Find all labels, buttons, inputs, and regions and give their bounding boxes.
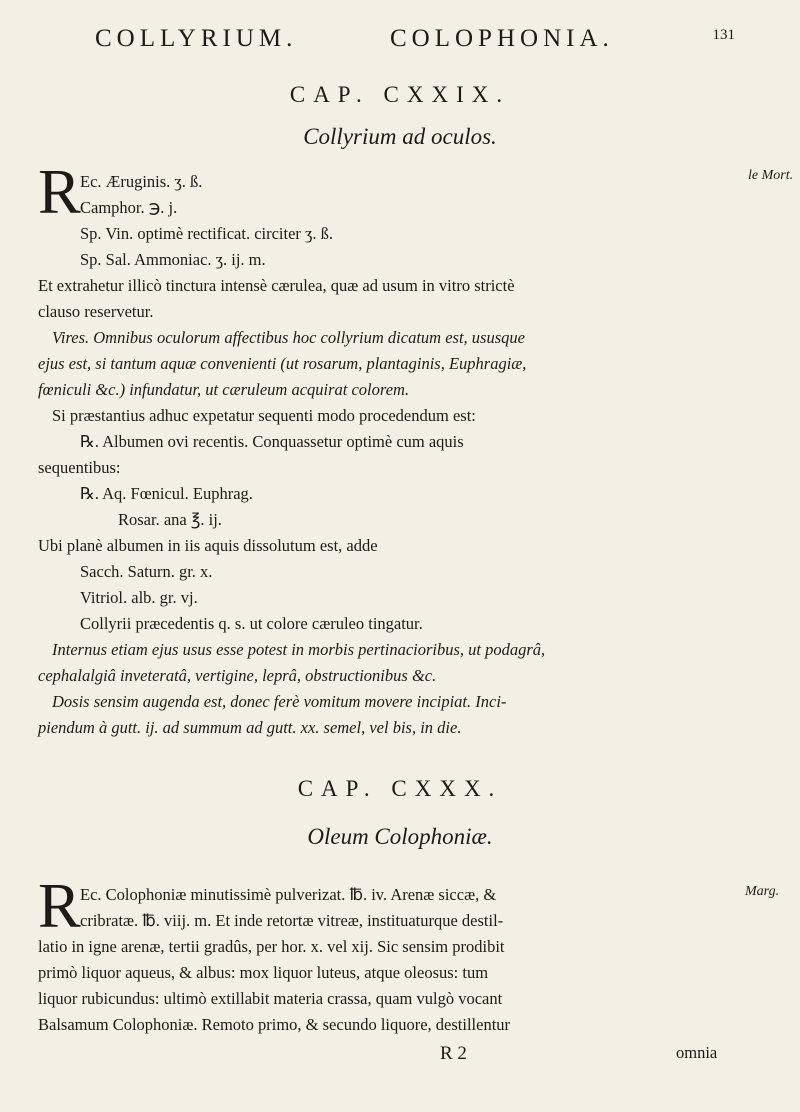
text-line: Dosis sensim augenda est, donec ferè vomitum movere incipiat. Inci- <box>52 692 507 711</box>
text-line: Sp. Vin. optimè rectificat. circiter ʒ. ß. <box>80 224 333 243</box>
text-line: clauso reservetur. <box>38 302 154 321</box>
text-line: Rosar. ana ℥. ij. <box>118 510 222 529</box>
text-line: Balsamum Colophoniæ. Remoto primo, & secundo liquore, destillentur <box>38 1015 511 1034</box>
page-number: 131 <box>712 27 735 43</box>
text-line: liquor rubicundus: ultimò extillabit materia crassa, quam vulgò vocant <box>38 989 503 1008</box>
text-line: fœniculi &c.) infundatur, ut cæruleum acquirat colorem. <box>38 380 410 399</box>
text-line: piendum à gutt. ij. ad summum ad gutt. xx. semel, vel bis, in die. <box>38 718 462 737</box>
text-line: Ubi planè albumen in iis aquis dissolutum est, adde <box>38 536 378 555</box>
text-line: Vires. Omnibus oculorum affectibus hoc collyrium dicatum est, ususque <box>52 328 525 347</box>
text-line: Ec. Colophoniæ minutissimè pulverizat. ℔. iv. Arenæ siccæ, & <box>80 885 497 904</box>
chapter-subtitle-oleum: Oleum Colophoniæ. <box>307 824 493 849</box>
text-line: Internus etiam ejus usus esse potest in morbis pertinacioribus, ut podagrâ, <box>52 640 546 659</box>
text-line: primò liquor aqueus, & albus: mox liquor luteus, atque oleosus: tum <box>38 963 489 982</box>
drop-cap-r: R <box>38 870 81 941</box>
margin-note-le-mort: le Mort. <box>748 168 794 183</box>
chapter-heading-cxxix: CAP. CXXIX. <box>289 82 511 107</box>
text-line: sequentibus: <box>38 458 121 477</box>
text-line: Vitriol. alb. gr. vj. <box>80 588 198 607</box>
text-line: Camphor. ℈. j. <box>80 198 178 217</box>
chapter-heading-cxxx: CAP. CXXX. <box>297 776 503 801</box>
text-line: Si præstantius adhuc expetatur sequenti modo procedendum est: <box>52 406 476 425</box>
text-line: ℞. Aq. Fœnicul. Euphrag. <box>80 484 253 503</box>
text-line: cephalalgiâ inveteratâ, vertigine, leprâ, obstructionibus &c. <box>38 666 437 685</box>
drop-cap-r: R <box>38 156 81 227</box>
text-line: ejus est, si tantum aquæ convenienti (ut rosarum, plantaginis, Euphragiæ, <box>38 354 527 373</box>
running-head-right: COLOPHONIA. <box>390 25 614 52</box>
text-line: Sacch. Saturn. gr. x. <box>80 562 213 581</box>
text-line: Ec. Æruginis. ʒ. ß. <box>80 172 203 191</box>
text-line: Et extrahetur illicò tinctura intensè cærulea, quæ ad usum in vitro strictè <box>38 276 515 295</box>
margin-note-marg: Marg. <box>745 884 780 899</box>
text-line: ℞. Albumen ovi recentis. Conquassetur optimè cum aquis <box>80 432 464 451</box>
running-head-left: COLLYRIUM. <box>95 25 298 52</box>
text-line: latio in igne arenæ, tertii gradûs, per hor. x. vel xij. Sic sensim prodibit <box>38 937 505 956</box>
chapter-subtitle-collyrium: Collyrium ad oculos. <box>303 124 497 149</box>
text-line: Sp. Sal. Ammoniac. ʒ. ij. m. <box>80 250 266 269</box>
signature-mark: R 2 <box>440 1043 467 1064</box>
text-line: Collyrii præcedentis q. s. ut colore cæruleo tingatur. <box>80 614 423 633</box>
catchword: omnia <box>676 1043 718 1062</box>
text-line: cribratæ. ℔. viij. m. Et inde retortæ vitreæ, instituaturque destil- <box>80 911 504 930</box>
